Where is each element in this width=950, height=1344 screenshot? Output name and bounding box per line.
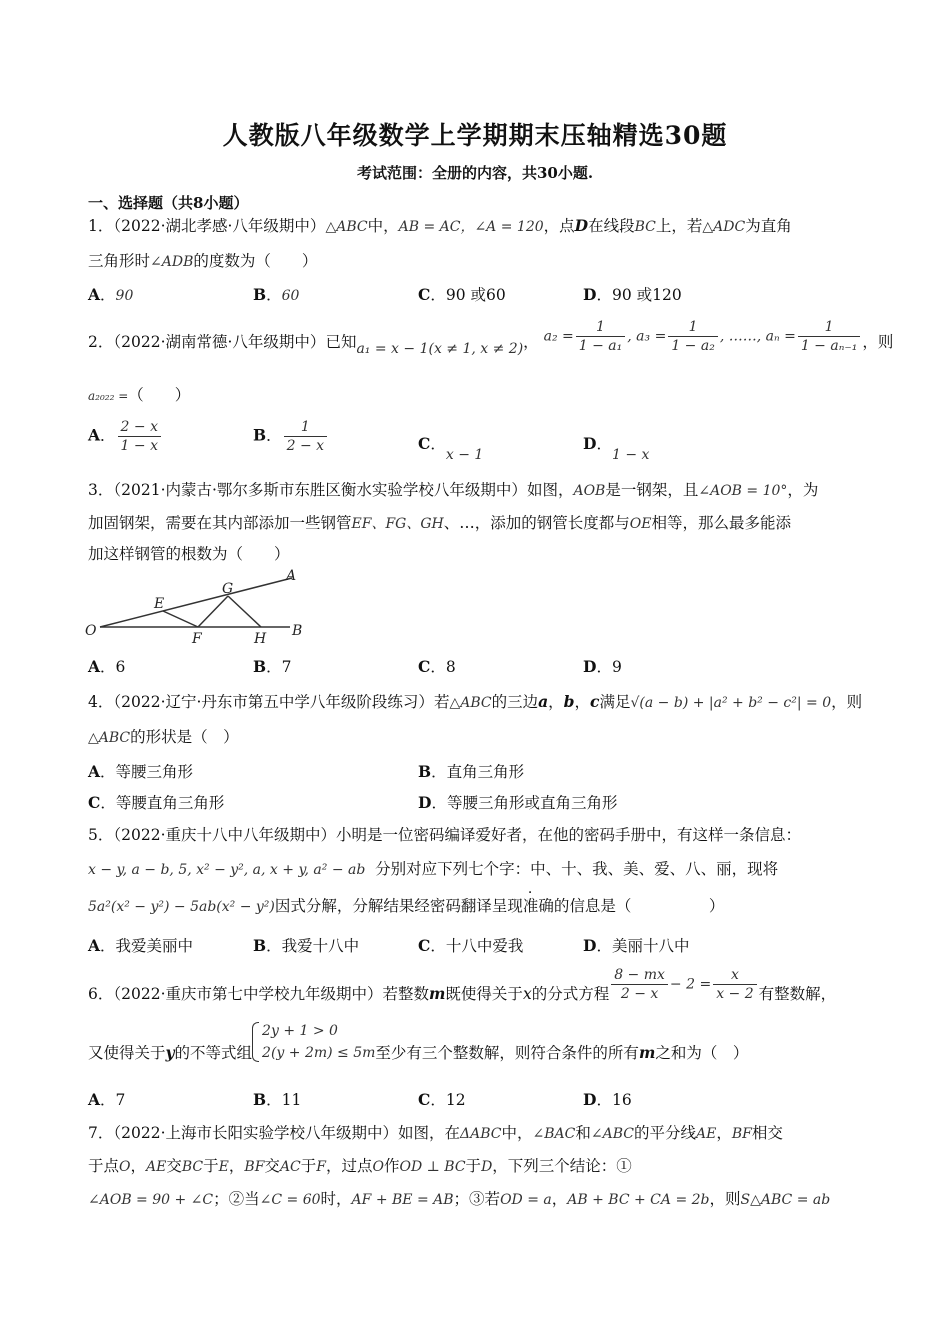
q5-line1: 5．（2022·重庆十八中八年级期中）小明是一位密码编译爱好者，在他的密码手册中，有这样一条信息： <box>88 826 802 844</box>
q2-option-b: B． $\frac{1}{2 - x}$ <box>253 418 329 455</box>
exam-scope: 考试范围：全册的内容，共30小题. <box>356 164 594 182</box>
q2-option-a: A． $\frac{2 - x}{1 - x}$ <box>88 418 163 455</box>
section-heading: 一、选择题（共8小题） <box>88 194 249 212</box>
q1-option-a: A．90 <box>88 285 134 304</box>
q1-option-b: B．60 <box>253 285 300 304</box>
q5-option-d: D．美丽十八中 <box>583 936 690 955</box>
label-h: H <box>254 631 267 646</box>
label-o: O <box>85 623 97 639</box>
q1-option-c: C．90 或60 <box>418 285 506 304</box>
q1-option-d: D．90 或120 <box>583 285 682 304</box>
q1-line1: 1．（2022·湖北孝感·八年级期中）△ABC中，AB = AC，∠A = 120，点D在线段BC上，若△ADC为直角 <box>88 216 792 235</box>
q4-option-a: A．等腰三角形 <box>88 762 194 781</box>
q2-option-d: D．1 − x <box>583 434 650 463</box>
q7-line3: ∠AOB = 90 + ∠C；②当∠C = 60时，AF + BE = AB；③若OD = a，AB + BC + CA = 2b，则S△ABC = ab <box>88 1190 831 1208</box>
q6-line1: 6．（2022·重庆市第七中学校九年级期中）若整数m既使得关于x的分式方程 $\frac{8 - mx}{2 - x}$ − 2 = $\frac{x}{x - 2}$ 有整数解， <box>88 967 837 1003</box>
q6-option-d: D．16 <box>583 1090 632 1109</box>
q5-line2: x − y, a − b, 5, x² − y², a, x + y, a² − ab 分别对应下列七个字：中、十、我、美、爱、八、丽，现将 <box>88 860 779 878</box>
q1-line2: 三角形时∠ADB的度数为（ ） <box>88 252 318 270</box>
q3-line3: 加这样钢管的根数为（ ） <box>88 545 290 563</box>
label-g: G <box>222 581 234 597</box>
q6-option-c: C．12 <box>418 1090 466 1109</box>
page-title: 人教版八年级数学上学期期末压轴精选30题 <box>222 121 728 150</box>
q4-line1: 4．（2022·辽宁·丹东市第五中学八年级阶段练习）若△ABC的三边a，b，c满足√(a − b) + |a² + b² − c²| = 0，则 <box>88 692 863 711</box>
q4-option-b: B．直角三角形 <box>418 762 525 781</box>
label-a: A <box>286 568 297 584</box>
q7-line2: 于点O，AE交BC于E，BF交AC于F，过点O作OD ⊥ BC于D，下列三个结论：① <box>88 1157 632 1175</box>
q3-option-b: B．7 <box>253 657 292 676</box>
q5-line3: 5a²(x² − y²) − 5ab(x² − y²)因式分解，分解结果经密码翻译呈现准确的信息是（ ） <box>88 897 725 915</box>
q6-option-a: A．7 <box>88 1090 126 1109</box>
q4-option-d: D．等腰三角形或直角三角形 <box>418 793 618 812</box>
label-f: F <box>192 631 202 646</box>
q2-line2: a₂₀₂₂ =（ ） <box>88 386 191 404</box>
q7-line1: 7．（2022·上海市长阳实验学校八年级期中）如图，在ΔABC中，∠BAC和∠ABC的平分线AE，BF相交 <box>88 1124 783 1142</box>
label-b: B <box>292 623 303 639</box>
q5-option-c: C．十八中爱我 <box>418 936 524 955</box>
q2-line1: 2．（2022·湖南常德·八年级期中）已知a₁ = x − 1(x ≠ 1, x ≠ 2)， a₂ = $\frac{1}{\text{1 − a₁}}$ , a₃ = $\frac{1}{\text{1 − a₂}}$ , ……, aₙ = $\frac{1}{\text{1 − aₙ₋₁}}$ ，则 <box>88 319 894 357</box>
q5-option-a: A．我爱美丽中 <box>88 936 194 955</box>
q3-option-d: D．9 <box>583 657 622 676</box>
q3-line1: 3．（2021·内蒙古·鄂尔多斯市东胜区衡水实验学校八年级期中）如图，AOB是一钢架，且∠AOB = 10°，为 <box>88 481 819 499</box>
q3-option-a: A．6 <box>88 657 126 676</box>
q2-option-c: C．x − 1 <box>418 434 484 463</box>
inequality-system: 2y + 1 > 0 2(y + 2m) ≤ 5m <box>252 1020 375 1064</box>
label-e: E <box>154 596 165 612</box>
steel-frame-figure <box>80 566 310 646</box>
q4-line2: △ABC的形状是（ ） <box>88 728 239 746</box>
q5-option-b: B．我爱十八中 <box>253 936 360 955</box>
q6-option-b: B．11 <box>253 1090 302 1109</box>
q3-option-c: C．8 <box>418 657 456 676</box>
q4-option-c: C．等腰直角三角形 <box>88 793 225 812</box>
q3-line2: 加固钢架，需要在其内部添加一些钢管EF、FG、GH、…，添加的钢管长度都与OE相等，那么最多能添 <box>88 514 791 532</box>
q6-line2: 又使得关于y的不等式组 2y + 1 > 0 2(y + 2m) ≤ 5m 至少有三个整数解，则符合条件的所有m之和为（ ） <box>88 1020 748 1064</box>
